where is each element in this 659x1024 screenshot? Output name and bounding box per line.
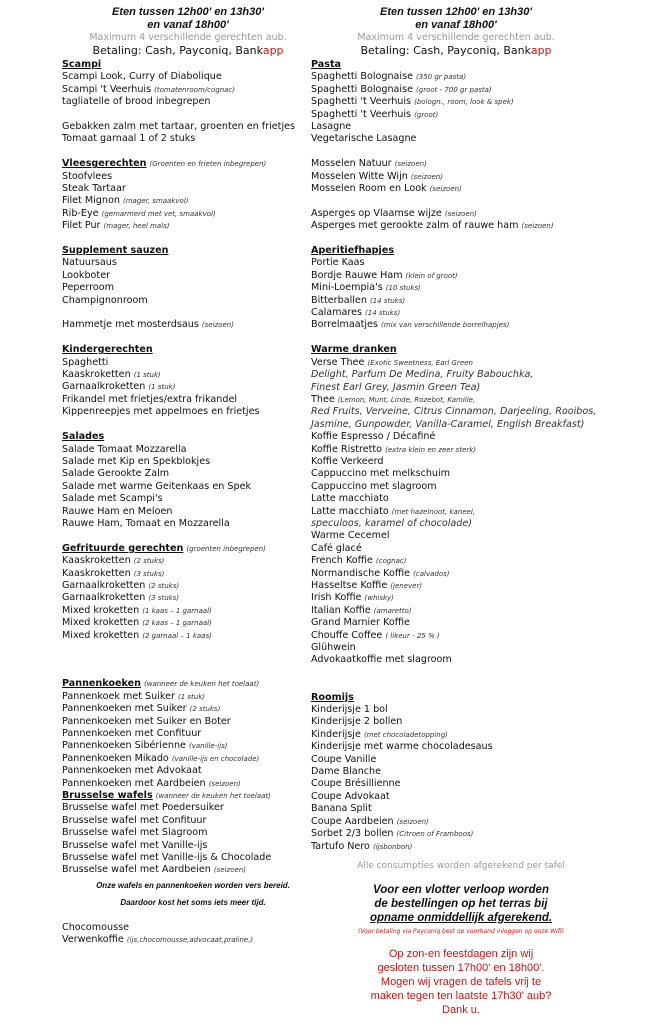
list-item: Garnaalkroketten (3 stuks)	[62, 592, 180, 604]
list-item: Bordje Rauwe Ham (klein of groot)	[311, 269, 458, 281]
list-item: Gebakken zalm met tartaar, groenten en frietjes	[62, 121, 296, 133]
payment-line: Betaling: Cash, Payconiq, Bankapp	[92, 44, 284, 57]
list-item: Pannenkoeken Mikado (vanille-ijs en chocolade)	[62, 752, 260, 764]
list-item: Coupe Vanille	[311, 753, 377, 765]
left-column	[62, 6, 324, 947]
list-item: Scampi Look, Curry of Diabolique	[62, 71, 222, 83]
list-item: Borrelmaatjes (mix van verschillende borrelhapjes)	[311, 319, 510, 331]
list-item: Normandische Koffie (calvados)	[311, 567, 450, 579]
list-item: Coupe Brésillienne	[311, 778, 401, 790]
list-item: Natuursaus	[62, 257, 117, 269]
max-note: Maximum 4 verschillende gerechten aub.	[357, 32, 555, 43]
list-item: Pannenkoeken Sibérienne (vanille-ijs)	[62, 740, 228, 752]
list-item: tagliatelle of brood inbegrepen	[62, 96, 211, 108]
list-item: Brusselse wafel met Vanille-ijs	[62, 839, 208, 851]
section-sauzen: Supplement sauzen	[62, 245, 169, 257]
list-item: Dame Blanche	[311, 766, 382, 778]
list-item: Mixed kroketten (2 garnaal – 1 kaas)	[62, 629, 212, 641]
list-item: Peperroom	[62, 282, 114, 294]
list-item-note: speculoos, karamel of chocolade)	[311, 517, 473, 529]
section-wafels: Brusselse wafels (wanneer de keuken het toelaat)	[62, 790, 271, 802]
list-item: Asperges met gerookte zalm of rauwe ham (seizoen)	[311, 220, 554, 232]
list-item: Salade Tomaat Mozzarella	[62, 443, 187, 455]
list-item: Filet Pur (mager, heel mals)	[62, 220, 170, 232]
list-item: Advokaatkoffie met slagroom	[311, 654, 452, 666]
hours-line2: en vanaf 18h00'	[415, 19, 497, 31]
list-item: Steak Tartaar	[62, 183, 126, 195]
hours-line2: en vanaf 18h00'	[147, 19, 229, 31]
right-column	[311, 6, 611, 1017]
list-item: Thee (Lemon, Munt, Linde, Rozebot, Kamille,	[311, 393, 476, 405]
menu-list-left	[62, 59, 324, 877]
list-item: Pannenkoeken met Advokaat	[62, 765, 202, 777]
list-item: Kippenreepjes met appelmoes en frietjes	[62, 406, 260, 418]
list-item: Kaaskroketten (1 stuk)	[62, 369, 161, 381]
list-item: Brusselse wafel met Aardbeien (seizoen)	[62, 864, 246, 876]
list-item-note: Delight, Parfum De Medina, Fruity Babouchka,	[311, 369, 534, 381]
list-item: Salade met warme Geitenkaas en Spek	[62, 480, 252, 492]
list-item: Frikandel met frietjes/extra frikandel	[62, 393, 238, 405]
list-item: Kinderijsje met warme chocoladesaus	[311, 741, 493, 753]
list-item: Mixed kroketten (2 kaas – 1 garnaal)	[62, 617, 212, 629]
section-gefrituurd: Gefrituurde gerechten (groenten inbegrepen)	[62, 542, 266, 554]
list-item: Coupe Advokaat	[311, 790, 390, 802]
list-item: Pannenkoeken met Confituur	[62, 728, 202, 739]
list-item: Sorbet 2/3 bollen (Citroen of Framboos)	[311, 828, 474, 840]
section-roomijs: Roomijs	[311, 691, 354, 703]
consumpties-note: Alle consumpties worden afgerekend per tafel	[357, 860, 565, 871]
list-item: Hasseltse Koffie (jenever)	[311, 580, 423, 591]
list-item: Tomaat garnaal 1 of 2 stuks	[62, 133, 196, 145]
list-item: Verse Thee (Exotic Sweetness, Earl Green	[311, 356, 473, 368]
list-item: Salade met Kip en Spekblokjes	[62, 455, 211, 467]
list-item: Italian Koffie (amaretto)	[311, 604, 412, 616]
list-item: Garnaalkroketten (1 stuk)	[62, 381, 176, 393]
list-item: Cappuccino met melkschuim	[311, 468, 451, 480]
list-item: Café glacé	[311, 542, 362, 554]
list-item: French Koffie (cognac)	[311, 555, 407, 567]
vers-note: Onze wafels en pannenkoeken worden vers bereid. Daardoor kost het soms iets meer tijd.	[96, 880, 290, 907]
list-item: Bitterballen (14 stuks)	[311, 294, 406, 306]
list-item: Kinderijsje 1 bol	[311, 704, 388, 716]
hours-line1: Eten tussen 12h00' en 13h30'	[380, 6, 532, 18]
list-item: Hammetje met mosterdsaus (seizoen)	[62, 319, 234, 331]
list-item: Rauwe Ham en Meloen	[62, 505, 173, 517]
vlot-note: Voor een vlotter verloop worden de bestellingen op het terras bij opname onmiddellijk afgerekend.	[369, 883, 553, 924]
list-item: Spaghetti Bolognaise (350 gr pasta)	[311, 71, 467, 83]
list-item: Vegetarische Lasagne	[311, 133, 417, 145]
closing-note: Op zon-en feestdagen zijn wij gesloten tussen 17h00' en 18h00'. Mogen wij vragen de tafels vrij te maken tegen ten laatste 17h30' aub? Dank u.	[370, 947, 552, 1016]
header-right	[301, 6, 611, 58]
list-item: Spaghetti Bolognaise (groot - 700 gr pasta)	[311, 83, 492, 95]
list-item: Mixed kroketten (1 kaas – 1 garnaal)	[62, 604, 212, 616]
list-item: Glühwein	[311, 642, 356, 654]
list-item: Rauwe Ham, Tomaat en Mozzarella	[62, 517, 230, 529]
list-item: Koffie Espresso / Décafiné	[311, 431, 436, 443]
list-item: Champignonroom	[62, 294, 148, 306]
list-item-note: Jasmine, Gunpowder, Vanilla-Caramel, English Breakfast)	[311, 418, 585, 430]
list-item: Pannenkoeken met Suiker en Boter	[62, 715, 231, 727]
list-item: Mosselen Witte Wijn (seizoen)	[311, 170, 443, 182]
list-item: Lookboter	[62, 269, 111, 281]
list-item: Kinderijsje (met chocoladetopping)	[311, 728, 448, 740]
list-item: Garnaalkroketten (2 stuks)	[62, 579, 180, 591]
list-item: Coupe Aardbeien (seizoen)	[311, 815, 429, 827]
list-item: Brusselse wafel met Vanille-ijs & Chocolade	[62, 852, 272, 864]
list-item: Pannenkoeken met Aardbeien (seizoen)	[62, 777, 241, 789]
list-item: Kinderijsje 2 bollen	[311, 716, 403, 728]
list-item: Brusselse wafel met Slagroom	[62, 827, 208, 839]
list-item: Chocomousse	[62, 921, 129, 933]
list-item: Grand Marnier Koffie	[311, 617, 410, 629]
list-item: Filet Mignon (mager, smaakvol)	[62, 195, 189, 207]
list-item: Rib-Eye (gemarmerd met vet, smaakvol)	[62, 207, 216, 219]
list-item: Asperges op Vlaamse wijze (seizoen)	[311, 207, 477, 219]
section-warm: Warme dranken	[311, 344, 397, 356]
list-item: Spaghetti	[62, 356, 109, 368]
list-item: Latte macchiato	[311, 493, 389, 505]
list-item: Tartufo Nero (ijsbonbon)	[311, 840, 413, 852]
list-item: Spaghetti 't Veerhuis (bologn., room, look & spek)	[311, 96, 514, 108]
list-item: Chouffe Coffee ( likeur - 25 % )	[311, 629, 440, 641]
section-salades: Salades	[62, 431, 105, 443]
payconiq-note: (Voor betaling via Payconiq best op voorhand inloggen op onze Wifi)	[358, 927, 564, 935]
list-item: Verwenkoffie (ijs,chocomousse,advocaat,praline.)	[62, 934, 254, 946]
list-item: Irish Koffie (whisky)	[311, 592, 394, 604]
list-item-note: Finest Earl Grey, Jasmin Green Tea)	[311, 381, 481, 393]
header-left	[52, 6, 324, 58]
section-pannen: Pannenkoeken (wanneer de keuken het toelaat)	[62, 678, 260, 690]
list-item: Spaghetti 't Veerhuis (groot)	[311, 108, 439, 120]
list-item: Latte macchiato (met hazelnoot, kaneel,	[311, 505, 476, 517]
list-item: Mosselen Room en Look (seizoen)	[311, 183, 462, 195]
section-scampi: Scampi	[62, 59, 102, 70]
list-item: Salade met Scampi's	[62, 493, 163, 505]
section-kinder: Kindergerechten	[62, 344, 153, 356]
list-item: Banana Split	[311, 803, 372, 815]
list-item: Brusselse wafel met Confituur	[62, 814, 207, 826]
payment-line: Betaling: Cash, Payconiq, Bankapp	[360, 44, 552, 57]
list-item: Lasagne	[311, 121, 352, 133]
list-item: Stoofvlees	[62, 170, 113, 182]
max-note: Maximum 4 verschillende gerechten aub.	[89, 32, 287, 43]
list-item: Scampi 't Veerhuis (tomatenroom/cognac)	[62, 83, 235, 95]
hours-line1: Eten tussen 12h00' en 13h30'	[112, 6, 264, 18]
list-item: Warme Cecemel	[311, 530, 390, 542]
list-item: Mini-Loempia's (10 stuks)	[311, 282, 421, 294]
list-item: Kaaskroketten (2 stuks)	[62, 555, 165, 567]
list-item: Koffie Verkeerd	[311, 455, 384, 467]
list-item: Brusselse wafel met Poedersuiker	[62, 802, 224, 814]
list-item: Pannenkoek met Suiker (1 stuk)	[62, 690, 206, 702]
list-item: Portie Kaas	[311, 257, 365, 269]
list-item: Kaaskroketten (3 stuks)	[62, 567, 165, 579]
section-pasta: Pasta	[311, 59, 342, 70]
list-item: Mosselen Natuur (seizoen)	[311, 158, 427, 170]
list-item: Cappuccino met slagroom	[311, 480, 437, 492]
menu-list-right	[311, 59, 611, 853]
list-item: Calamares (14 stuks)	[311, 307, 401, 319]
section-vlees: Vleesgerechten (Groenten en frieten inbegrepen)	[62, 158, 267, 170]
list-item: Pannenkoeken met Suiker (2 stuks)	[62, 703, 221, 715]
list-item-note: Red Fruits, Verveine, Citrus Cinnamon, Darjeeling, Rooibos,	[311, 406, 597, 418]
menu-list-left-bottom	[62, 922, 324, 947]
list-item: Salade Gerookte Zalm	[62, 468, 170, 480]
section-aperitief: Aperitiefhapjes	[311, 245, 395, 257]
list-item: Koffie Ristretto (extra klein en zeer sterk)	[311, 443, 477, 455]
